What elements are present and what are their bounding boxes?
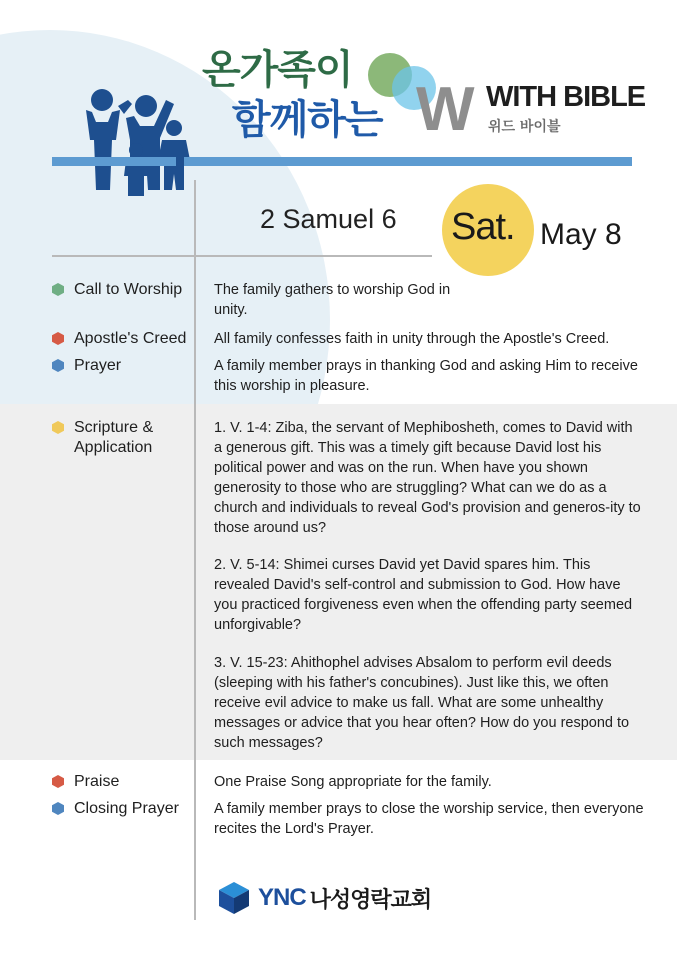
blue-hexagon-icon — [52, 359, 64, 372]
application-question-1: 1. V. 1-4: Ziba, the servant of Mephibosheth, comes to David with a generous gift. This was a timely gift because David lost his political power and was on the run. When have you shown generosity to those who are struggling? What can we do as a church and individuals to reveal God's provision and generos-ity to those around us? — [214, 420, 641, 536]
brand-w-letter: W — [416, 75, 475, 144]
family-icon — [86, 89, 190, 196]
order-item-praise — [52, 772, 204, 792]
application-question-2: 2. V. 5-14: Shimei curses David yet David spares him. This revealed David's self-control and submission to God. How have you practiced forgiveness even when the offending party seemed unforgivable? — [214, 557, 633, 633]
application-question-3: 3. V. 15-23: Ahithophel advises Absalom to perform evil deeds (sleeping with his father's concubines). Just like this, we often receive evil advice to make us fall. What are some unhealthy messages or advice that you hear often? How do you respond to such messages? — [214, 655, 630, 751]
title-korean-line-1: 온가족이 — [202, 47, 353, 93]
brand-name-korean: 위드 바이블 — [488, 119, 561, 135]
passage-reference: 2 Samuel 6 — [260, 204, 397, 234]
ync-cube-icon — [218, 881, 250, 915]
yellow-hexagon-icon — [52, 421, 64, 434]
order-label: Closing Prayer — [74, 800, 179, 817]
red-hexagon-icon — [52, 775, 64, 788]
order-item-closing-prayer — [52, 799, 204, 819]
order-item-call-to-worship — [52, 280, 204, 300]
title-korean-line-2: 함께하는 — [232, 97, 383, 143]
day-label: Sat. — [451, 206, 515, 248]
order-description: All family confesses faith in unity through the Apostle's Creed. — [214, 331, 610, 347]
blue-hexagon-icon — [52, 802, 64, 815]
logo-text: YNC — [258, 884, 306, 911]
order-description: A family member prays in thanking God and asking Him to receive this worship in pleasure. — [214, 358, 638, 394]
header-rule-right — [184, 157, 632, 166]
order-item-scripture-application — [52, 418, 204, 458]
date-label: May 8 — [540, 218, 622, 251]
order-label: Praise — [74, 773, 120, 790]
order-description: One Praise Song appropriate for the family. — [214, 774, 492, 790]
header-rule-left — [52, 157, 176, 166]
church-logo — [218, 878, 431, 918]
order-item-prayer — [52, 356, 204, 376]
order-label: Scripture & Application — [74, 419, 154, 456]
title-divider — [52, 255, 432, 257]
red-hexagon-icon — [52, 332, 64, 345]
order-description: A family member prays to close the worship service, then everyone recites the Lord's Prayer. — [214, 801, 644, 837]
order-label: Call to Worship — [74, 281, 183, 298]
order-label: Apostle's Creed — [74, 330, 187, 347]
order-item-apostles-creed — [52, 329, 204, 349]
order-label: Prayer — [74, 357, 122, 374]
order-description: The family gathers to worship God in unity. — [214, 282, 451, 318]
brand-name: WITH BIBLE — [486, 81, 646, 113]
green-hexagon-icon — [52, 283, 64, 296]
church-name: 나성영락교회 — [309, 887, 432, 913]
